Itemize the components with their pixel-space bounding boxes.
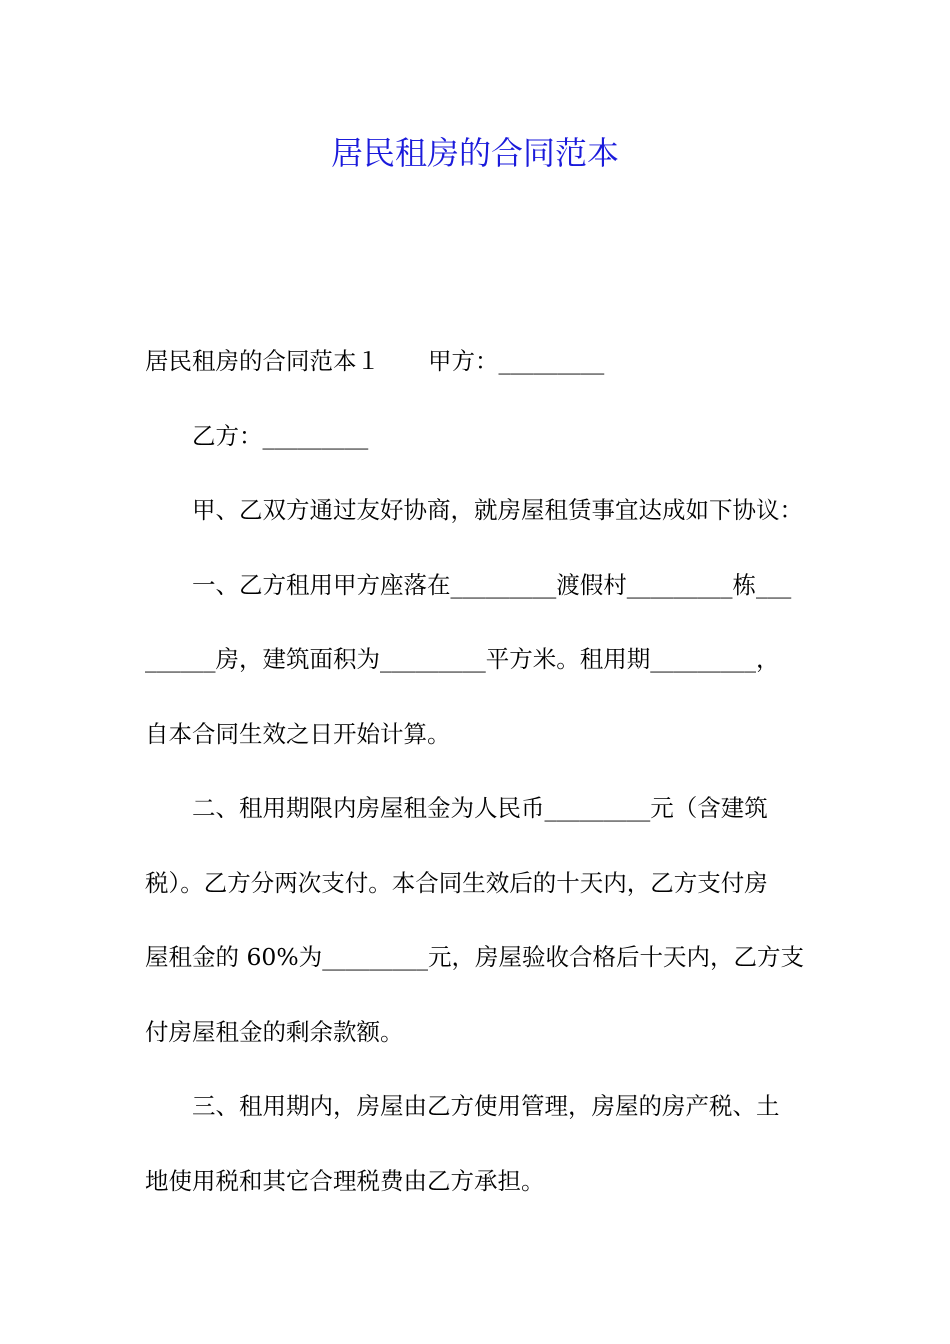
- party-b-field: 乙方：_________: [192, 421, 369, 450]
- clause-2-line: 付房屋租金的剩余款额。: [145, 1017, 404, 1046]
- paragraph-line: 甲、乙双方通过友好协商，就房屋租赁事宜达成如下协议：: [192, 496, 803, 524]
- contract-heading: 居民租房的合同范本１: [145, 347, 380, 375]
- clause-3-line: 地使用税和其它合理税费由乙方承担。: [145, 1166, 545, 1195]
- clause-2-line: 屋租金的 60%为_________元，房屋验收合格后十天内，乙方支: [145, 943, 804, 971]
- clause-1-line: 一、乙方租用甲方座落在_________渡假村_________栋___: [192, 570, 792, 599]
- clause-1-line: ______房，建筑面积为_________平方米。租用期_________，: [145, 645, 780, 673]
- document-title: 居民租房的合同范本: [330, 134, 619, 172]
- party-a-field: 甲方：_________: [428, 347, 605, 375]
- header-line: [145, 335, 815, 410]
- clause-1-line: 自本合同生效之日开始计算。: [145, 719, 451, 748]
- document-body: [145, 335, 815, 1229]
- clause-2-line: 税）。乙方分两次支付。本合同生效后的十天内，乙方支付房: [145, 868, 768, 897]
- clause-2-line: 二、租用期限内房屋租金为人民币_________元（含建筑: [192, 794, 768, 822]
- clause-3-line: 三、租用期内，房屋由乙方使用管理，房屋的房产税、土: [192, 1092, 780, 1120]
